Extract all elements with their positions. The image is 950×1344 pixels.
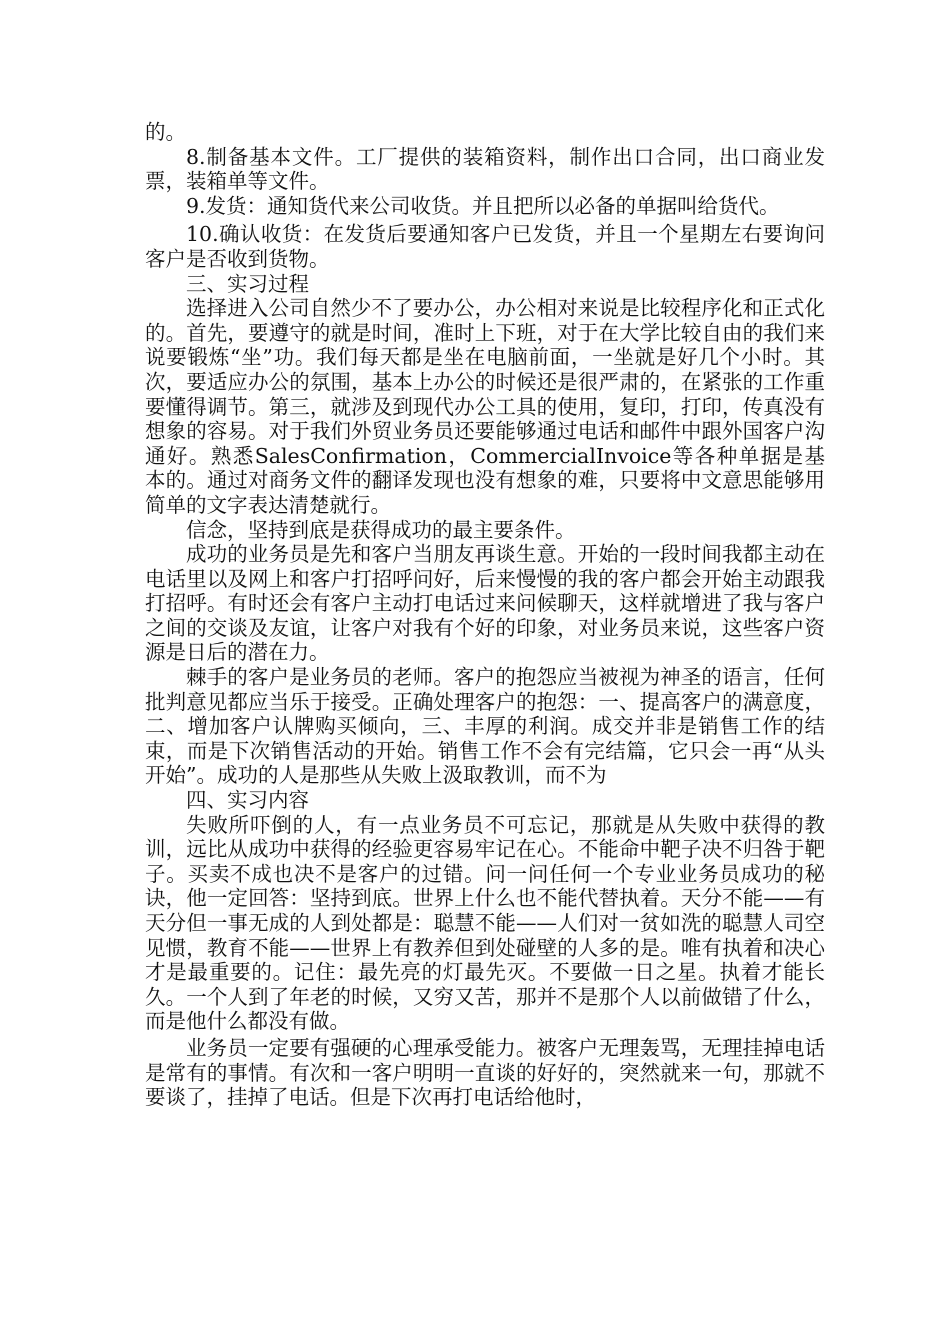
paragraph-difficult-clients: 棘手的客户是业务员的老师。客户的抱怨应当被视为神圣的语言，任何批判意见都应当乐于接受。正确处理客户的抱怨：一、提高客户的满意度，二、增加客户认牌购买倾向，三、丰厚的利润。成交并非是销售工作的结束，而是下次销售活动的开始。销售工作不会有完结篇，它只会一再“从头开始”。成功的人是那些从失败上汲取教训，而不为 xyxy=(145,665,825,788)
paragraph-step-9: 9.发货：通知货代来公司收货。并且把所以必备的单据叫给货代。 xyxy=(186,193,780,218)
paragraph-step-8: 8.制备基本文件。工厂提供的装箱资料，制作出口合同，出口商业发票，装箱单等文件。 xyxy=(145,144,825,194)
section-heading-process: 三、实习过程 xyxy=(186,271,309,296)
paragraph-friends: 成功的业务员是先和客户当朋友再谈生意。开始的一段时间我都主动在电话里以及网上和客户打招呼问好，后来慢慢的我的客户都会开始主动跟我打招呼。有时还会有客户主动打电话过来问候聊天，这样就增进了我与客户之间的交谈及友谊，让客户对我有个好的印象，对业务员来说，这些客户资源是日后的潜在力。 xyxy=(145,542,825,665)
paragraph-persistence: 失败所吓倒的人，有一点业务员不可忘记，那就是从失败中获得的教训，远比从成功中获得的经验更容易牢记在心。不能命中靶子决不归咎于靶子。买卖不成也决不是客户的过错。问一问任何一个专业业务员成功的秘诀，他一定回答：坚持到底。世界上什么也不能代替执着。天分不能——有天分但一事无成的人到处都是：聪慧不能——人们对一贫如洗的聪慧人司空见惯，教育不能——世界上有教养但到处碰壁的人多的是。唯有执着和决心才是最重要的。记住：最先亮的灯最先灭。不要做一日之星。执着才能长久。一个人到了年老的时候，又穷又苦，那并不是那个人以前做错了什么，而是他什么都没有做。 xyxy=(145,812,825,1034)
paragraph-belief: 信念，坚持到底是获得成功的最主要条件。 xyxy=(186,517,576,542)
paragraph-resilience: 业务员一定要有强硬的心理承受能力。被客户无理轰骂，无理挂掉电话是常有的事情。有次和一客户明明一直谈的好好的，突然就来一句，那就不要谈了，挂掉了电话。但是下次再打电话给他时， xyxy=(145,1035,825,1110)
section-heading-content: 四、实习内容 xyxy=(186,788,309,813)
paragraph-step-10: 10.确认收货：在发货后要通知客户已发货，并且一个星期左右要询问客户是否收到货物。 xyxy=(145,222,825,271)
document-page xyxy=(145,120,825,1110)
paragraph-continuation: 的。 xyxy=(145,120,186,144)
paragraph-office: 选择进入公司自然少不了要办公，办公相对来说是比较程序化和正式化的。首先，要遵守的就是时间，准时上下班，对于在大学比较自由的我们来说要锻炼“坐”功。我们每天都是坐在电脑前面，一坐就是好几个小时。其次，要适应办公的氛围，基本上办公的时候还是很严肃的，在紧张的工作重要懂得调节。第三，就涉及到现代办公工具的使用，复印，打印，传真没有想象的容易。对于我们外贸业务员还要能够通过电话和邮件中跟外国客户沟通好。熟悉SalesConfirmation，CommercialInvoice等各种单据是基本的。通过对商务文件的翻译发现也没有想象的难，只要将中文意思能够用简单的文字表达清楚就行。 xyxy=(145,296,825,517)
